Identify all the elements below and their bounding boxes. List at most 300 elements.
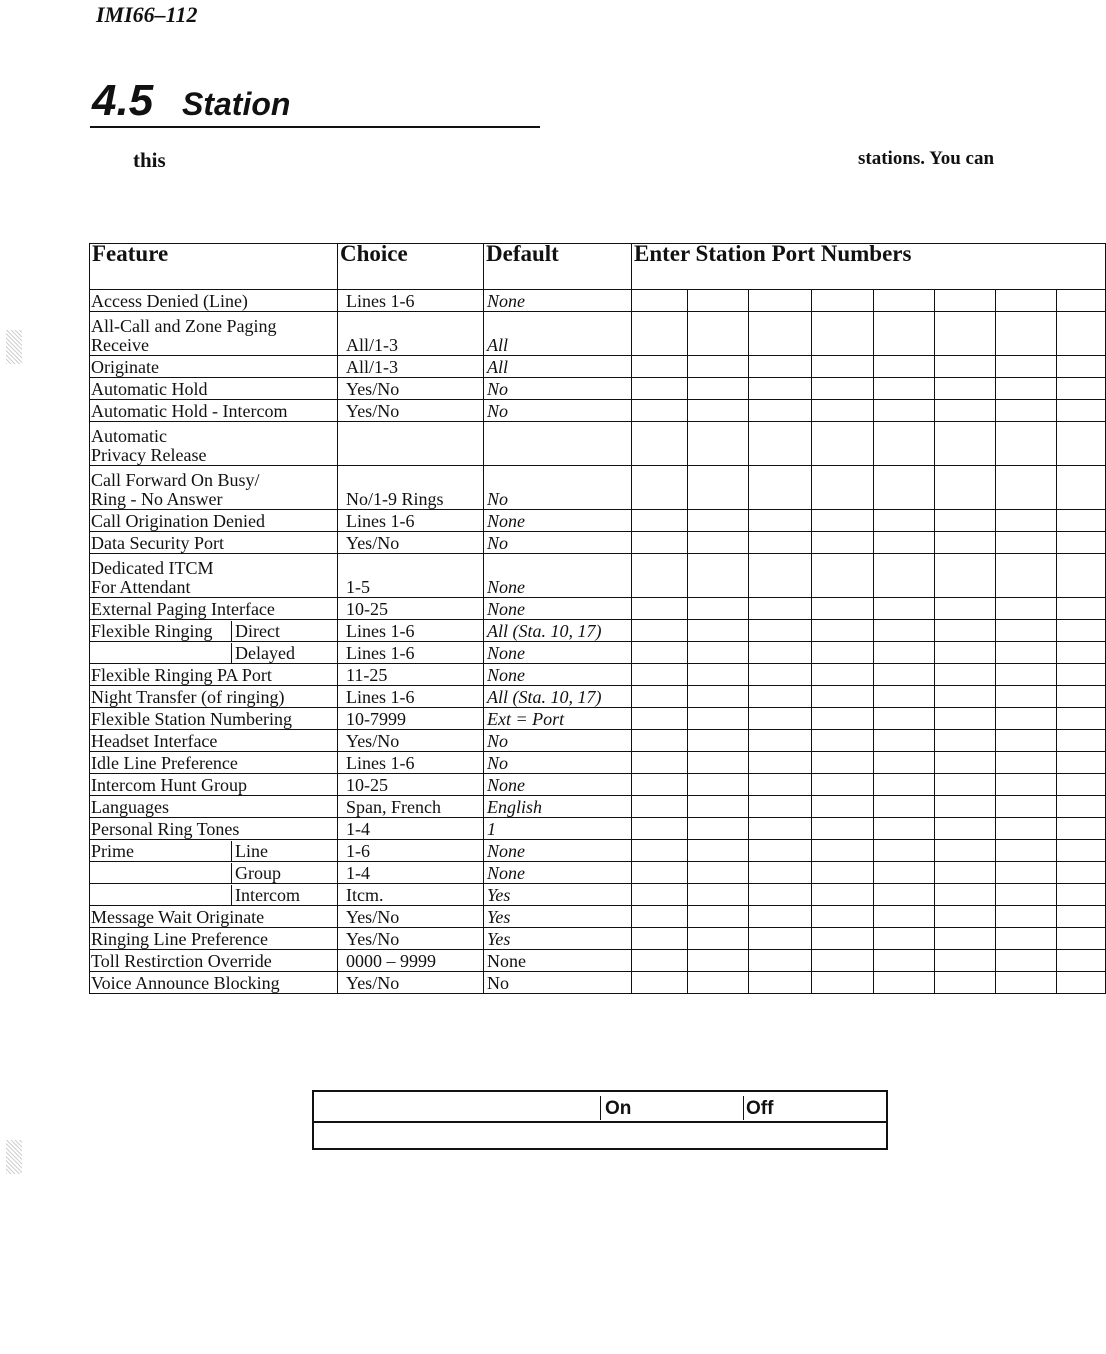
port-entry-cell[interactable] xyxy=(812,290,874,312)
port-entry-cell[interactable] xyxy=(1057,400,1106,422)
choice-cell: Lines 1-6 xyxy=(338,752,484,774)
port-entry-cell[interactable] xyxy=(632,400,688,422)
port-entry-cell[interactable] xyxy=(996,554,1057,598)
port-entry-cell[interactable] xyxy=(749,510,812,532)
port-entry-cell[interactable] xyxy=(812,598,874,620)
port-entry-cell[interactable] xyxy=(749,356,812,378)
port-entry-cell[interactable] xyxy=(996,818,1057,840)
port-entry-cell[interactable] xyxy=(996,510,1057,532)
port-entry-cell[interactable] xyxy=(996,620,1057,642)
port-entry-cell[interactable] xyxy=(632,554,688,598)
port-entry-cell[interactable] xyxy=(996,884,1057,906)
table-row xyxy=(90,290,1106,312)
port-entry-cell[interactable] xyxy=(1057,928,1106,950)
port-entry-cell[interactable] xyxy=(688,510,749,532)
port-entry-cell[interactable] xyxy=(688,906,749,928)
document-id: IMI66–112 xyxy=(96,2,198,27)
port-entry-cell[interactable] xyxy=(1057,708,1106,730)
port-entry-cell[interactable] xyxy=(812,730,874,752)
port-entry-cell[interactable] xyxy=(1057,378,1106,400)
port-entry-cell[interactable] xyxy=(688,378,749,400)
port-entry-cell[interactable] xyxy=(688,818,749,840)
feature-cell: Automatic Hold xyxy=(90,378,338,400)
on-off-box xyxy=(312,1090,888,1150)
default-cell: No xyxy=(484,972,632,994)
table-row xyxy=(90,400,1106,422)
port-entry-cell[interactable] xyxy=(749,400,812,422)
feature-cell: Voice Announce Blocking xyxy=(90,972,338,994)
port-entry-cell[interactable] xyxy=(812,510,874,532)
port-entry-cell[interactable] xyxy=(688,884,749,906)
port-entry-cell[interactable] xyxy=(1057,664,1106,686)
port-entry-cell[interactable] xyxy=(935,686,996,708)
port-entry-cell[interactable] xyxy=(749,752,812,774)
port-entry-cell[interactable] xyxy=(935,642,996,664)
port-entry-cell[interactable] xyxy=(688,598,749,620)
port-entry-cell[interactable] xyxy=(632,510,688,532)
choice-cell: Lines 1-6 xyxy=(338,642,484,664)
default-cell: All xyxy=(484,312,632,356)
port-entry-cell[interactable] xyxy=(749,554,812,598)
port-entry-cell[interactable] xyxy=(688,356,749,378)
header-ports: Enter Station Port Numbers xyxy=(632,244,1106,290)
port-entry-cell[interactable] xyxy=(935,620,996,642)
port-entry-cell[interactable] xyxy=(1057,862,1106,884)
port-entry-cell[interactable] xyxy=(749,774,812,796)
port-entry-cell[interactable] xyxy=(1057,532,1106,554)
port-entry-cell[interactable] xyxy=(935,312,996,356)
choice-cell: Yes/No xyxy=(338,378,484,400)
port-entry-cell[interactable] xyxy=(632,708,688,730)
feature-cell xyxy=(90,862,338,884)
table-row xyxy=(90,730,1106,752)
port-entry-cell[interactable] xyxy=(749,730,812,752)
port-entry-cell[interactable] xyxy=(1057,422,1106,466)
port-entry-cell[interactable] xyxy=(1057,730,1106,752)
port-entry-cell[interactable] xyxy=(1057,466,1106,510)
port-entry-cell[interactable] xyxy=(812,884,874,906)
port-entry-cell[interactable] xyxy=(688,422,749,466)
port-entry-cell[interactable] xyxy=(688,972,749,994)
port-entry-cell[interactable] xyxy=(749,840,812,862)
port-entry-cell[interactable] xyxy=(874,950,935,972)
port-entry-cell[interactable] xyxy=(632,598,688,620)
scan-speck xyxy=(6,330,22,364)
port-entry-cell[interactable] xyxy=(1057,620,1106,642)
feature-cell: Headset Interface xyxy=(90,730,338,752)
port-entry-cell[interactable] xyxy=(749,598,812,620)
choice-cell: Lines 1-6 xyxy=(338,620,484,642)
port-entry-cell[interactable] xyxy=(874,378,935,400)
port-entry-cell[interactable] xyxy=(812,708,874,730)
port-entry-cell[interactable] xyxy=(1057,840,1106,862)
port-entry-cell[interactable] xyxy=(632,906,688,928)
port-entry-cell[interactable] xyxy=(874,400,935,422)
port-entry-cell[interactable] xyxy=(749,378,812,400)
feature-cell xyxy=(90,554,338,598)
port-entry-cell[interactable] xyxy=(812,620,874,642)
intro-left-word: this xyxy=(133,148,166,172)
port-entry-cell[interactable] xyxy=(935,752,996,774)
port-entry-cell[interactable] xyxy=(812,840,874,862)
port-entry-cell[interactable] xyxy=(632,774,688,796)
port-entry-cell[interactable] xyxy=(935,862,996,884)
feature-cell: Automatic Hold - Intercom xyxy=(90,400,338,422)
port-entry-cell[interactable] xyxy=(874,862,935,884)
port-entry-cell[interactable] xyxy=(874,906,935,928)
port-entry-cell[interactable] xyxy=(935,708,996,730)
table-row xyxy=(90,422,1106,466)
port-entry-cell[interactable] xyxy=(812,972,874,994)
port-entry-cell[interactable] xyxy=(935,400,996,422)
default-cell: None xyxy=(484,510,632,532)
port-entry-cell[interactable] xyxy=(935,884,996,906)
port-entry-cell[interactable] xyxy=(996,532,1057,554)
port-entry-cell[interactable] xyxy=(1057,884,1106,906)
port-entry-cell[interactable] xyxy=(935,818,996,840)
port-entry-cell[interactable] xyxy=(1057,356,1106,378)
port-entry-cell[interactable] xyxy=(996,906,1057,928)
port-entry-cell[interactable] xyxy=(935,972,996,994)
port-entry-cell[interactable] xyxy=(688,708,749,730)
feature-cell xyxy=(90,466,338,510)
default-cell: None xyxy=(484,862,632,884)
port-entry-cell[interactable] xyxy=(812,378,874,400)
port-entry-cell[interactable] xyxy=(874,818,935,840)
port-entry-cell[interactable] xyxy=(935,290,996,312)
port-entry-cell[interactable] xyxy=(688,752,749,774)
port-entry-cell[interactable] xyxy=(688,796,749,818)
choice-cell: All/1-3 xyxy=(338,356,484,378)
port-entry-cell[interactable] xyxy=(1057,752,1106,774)
port-entry-cell[interactable] xyxy=(874,466,935,510)
port-entry-cell[interactable] xyxy=(874,730,935,752)
port-entry-cell[interactable] xyxy=(688,290,749,312)
port-entry-cell[interactable] xyxy=(688,664,749,686)
port-entry-cell[interactable] xyxy=(688,642,749,664)
port-entry-cell[interactable] xyxy=(935,840,996,862)
choice-cell: Yes/No xyxy=(338,532,484,554)
port-entry-cell[interactable] xyxy=(874,554,935,598)
port-entry-cell[interactable] xyxy=(1057,510,1106,532)
default-cell: None xyxy=(484,664,632,686)
port-entry-cell[interactable] xyxy=(1057,774,1106,796)
port-entry-cell[interactable] xyxy=(812,466,874,510)
port-entry-cell[interactable] xyxy=(812,906,874,928)
port-entry-cell[interactable] xyxy=(935,554,996,598)
port-entry-cell[interactable] xyxy=(935,664,996,686)
port-entry-cell[interactable] xyxy=(874,928,935,950)
port-entry-cell[interactable] xyxy=(874,598,935,620)
port-entry-cell[interactable] xyxy=(812,554,874,598)
port-entry-cell[interactable] xyxy=(749,950,812,972)
default-cell: Yes xyxy=(484,928,632,950)
port-entry-cell[interactable] xyxy=(632,532,688,554)
port-entry-cell[interactable] xyxy=(632,422,688,466)
port-entry-cell[interactable] xyxy=(996,312,1057,356)
section-title: Station xyxy=(182,86,291,122)
port-entry-cell[interactable] xyxy=(749,708,812,730)
port-entry-cell[interactable] xyxy=(688,686,749,708)
port-entry-cell[interactable] xyxy=(812,664,874,686)
port-entry-cell[interactable] xyxy=(749,664,812,686)
port-entry-cell[interactable] xyxy=(749,862,812,884)
port-entry-cell[interactable] xyxy=(812,532,874,554)
port-entry-cell[interactable] xyxy=(632,884,688,906)
port-entry-cell[interactable] xyxy=(812,862,874,884)
port-entry-cell[interactable] xyxy=(632,950,688,972)
port-entry-cell[interactable] xyxy=(874,884,935,906)
port-entry-cell[interactable] xyxy=(812,400,874,422)
default-cell: None xyxy=(484,840,632,862)
port-entry-cell[interactable] xyxy=(1057,686,1106,708)
port-entry-cell[interactable] xyxy=(749,290,812,312)
port-entry-cell[interactable] xyxy=(1057,598,1106,620)
port-entry-cell[interactable] xyxy=(688,312,749,356)
port-entry-cell[interactable] xyxy=(996,290,1057,312)
choice-cell: 0000 – 9999 xyxy=(338,950,484,972)
port-entry-cell[interactable] xyxy=(935,796,996,818)
feature-subtype: Direct xyxy=(231,621,280,641)
port-entry-cell[interactable] xyxy=(874,972,935,994)
port-entry-cell[interactable] xyxy=(632,862,688,884)
default-cell: All (Sta. 10, 17) xyxy=(484,620,632,642)
port-entry-cell[interactable] xyxy=(812,928,874,950)
port-entry-cell[interactable] xyxy=(632,796,688,818)
port-entry-cell[interactable] xyxy=(996,356,1057,378)
port-entry-cell[interactable] xyxy=(632,290,688,312)
port-entry-cell[interactable] xyxy=(749,796,812,818)
port-entry-cell[interactable] xyxy=(874,532,935,554)
port-entry-cell[interactable] xyxy=(1057,796,1106,818)
port-entry-cell[interactable] xyxy=(996,796,1057,818)
port-entry-cell[interactable] xyxy=(996,774,1057,796)
port-entry-cell[interactable] xyxy=(996,862,1057,884)
port-entry-cell[interactable] xyxy=(935,510,996,532)
default-cell: No xyxy=(484,752,632,774)
port-entry-cell[interactable] xyxy=(874,356,935,378)
port-entry-cell[interactable] xyxy=(935,906,996,928)
port-entry-cell[interactable] xyxy=(874,620,935,642)
port-entry-cell[interactable] xyxy=(688,840,749,862)
table-row xyxy=(90,686,1106,708)
port-entry-cell[interactable] xyxy=(812,686,874,708)
port-entry-cell[interactable] xyxy=(935,598,996,620)
port-entry-cell[interactable] xyxy=(996,664,1057,686)
feature-label: All-Call and Zone Paging xyxy=(91,316,277,336)
default-cell: No xyxy=(484,378,632,400)
port-entry-cell[interactable] xyxy=(688,928,749,950)
port-entry-cell[interactable] xyxy=(749,906,812,928)
choice-cell: Lines 1-6 xyxy=(338,686,484,708)
port-entry-cell[interactable] xyxy=(812,422,874,466)
port-entry-cell[interactable] xyxy=(812,818,874,840)
port-entry-cell[interactable] xyxy=(632,752,688,774)
port-entry-cell[interactable] xyxy=(688,400,749,422)
default-cell: None xyxy=(484,642,632,664)
port-entry-cell[interactable] xyxy=(749,532,812,554)
divider xyxy=(600,1096,601,1120)
port-entry-cell[interactable] xyxy=(874,664,935,686)
choice-cell: Yes/No xyxy=(338,400,484,422)
port-entry-cell[interactable] xyxy=(996,642,1057,664)
port-entry-cell[interactable] xyxy=(749,972,812,994)
choice-cell: Itcm. xyxy=(338,884,484,906)
table-row xyxy=(90,950,1106,972)
feature-label: Dedicated ITCM xyxy=(91,558,214,578)
scan-speck xyxy=(6,1140,22,1174)
port-entry-cell[interactable] xyxy=(874,510,935,532)
feature-cell: Intercom Hunt Group xyxy=(90,774,338,796)
choice-cell: 11-25 xyxy=(338,664,484,686)
port-entry-cell[interactable] xyxy=(996,950,1057,972)
port-entry-cell[interactable] xyxy=(996,928,1057,950)
port-entry-cell[interactable] xyxy=(749,686,812,708)
default-cell: Ext = Port xyxy=(484,708,632,730)
table-row xyxy=(90,642,1106,664)
port-entry-cell[interactable] xyxy=(874,312,935,356)
port-entry-cell[interactable] xyxy=(996,840,1057,862)
port-entry-cell[interactable] xyxy=(749,466,812,510)
port-entry-cell[interactable] xyxy=(874,422,935,466)
port-entry-cell[interactable] xyxy=(749,928,812,950)
port-entry-cell[interactable] xyxy=(632,378,688,400)
port-entry-cell[interactable] xyxy=(935,730,996,752)
port-entry-cell[interactable] xyxy=(935,950,996,972)
port-entry-cell[interactable] xyxy=(996,686,1057,708)
station-feature-table xyxy=(89,243,1106,994)
port-entry-cell[interactable] xyxy=(935,466,996,510)
port-entry-cell[interactable] xyxy=(632,620,688,642)
port-entry-cell[interactable] xyxy=(996,400,1057,422)
port-entry-cell[interactable] xyxy=(874,752,935,774)
port-entry-cell[interactable] xyxy=(874,840,935,862)
table-row xyxy=(90,840,1106,862)
port-entry-cell[interactable] xyxy=(688,774,749,796)
port-entry-cell[interactable] xyxy=(632,686,688,708)
port-entry-cell[interactable] xyxy=(935,378,996,400)
feature-cell: Night Transfer (of ringing) xyxy=(90,686,338,708)
port-entry-cell[interactable] xyxy=(935,422,996,466)
port-entry-cell[interactable] xyxy=(812,950,874,972)
port-entry-cell[interactable] xyxy=(935,532,996,554)
port-entry-cell[interactable] xyxy=(874,796,935,818)
port-entry-cell[interactable] xyxy=(749,422,812,466)
table-row xyxy=(90,752,1106,774)
table-row xyxy=(90,378,1106,400)
port-entry-cell[interactable] xyxy=(1057,906,1106,928)
port-entry-cell[interactable] xyxy=(812,752,874,774)
port-entry-cell[interactable] xyxy=(632,664,688,686)
on-label: On xyxy=(605,1098,632,1119)
table-row xyxy=(90,466,1106,510)
port-entry-cell[interactable] xyxy=(632,356,688,378)
choice-cell: 10-25 xyxy=(338,598,484,620)
choice-cell: 1-5 xyxy=(338,554,484,598)
port-entry-cell[interactable] xyxy=(688,532,749,554)
port-entry-cell[interactable] xyxy=(996,708,1057,730)
port-entry-cell[interactable] xyxy=(1057,642,1106,664)
port-entry-cell[interactable] xyxy=(935,356,996,378)
divider xyxy=(743,1096,744,1120)
port-entry-cell[interactable] xyxy=(996,466,1057,510)
port-entry-cell[interactable] xyxy=(749,884,812,906)
port-entry-cell[interactable] xyxy=(996,422,1057,466)
port-entry-cell[interactable] xyxy=(1057,554,1106,598)
port-entry-cell[interactable] xyxy=(632,312,688,356)
port-entry-cell[interactable] xyxy=(1057,312,1106,356)
port-entry-cell[interactable] xyxy=(812,774,874,796)
port-entry-cell[interactable] xyxy=(632,642,688,664)
port-entry-cell[interactable] xyxy=(874,642,935,664)
feature-label: Flexible Ringing xyxy=(91,621,213,641)
table-row xyxy=(90,312,1106,356)
feature-cell xyxy=(90,422,338,466)
port-entry-cell[interactable] xyxy=(688,554,749,598)
port-entry-cell[interactable] xyxy=(632,972,688,994)
port-entry-cell[interactable] xyxy=(874,290,935,312)
port-entry-cell[interactable] xyxy=(996,378,1057,400)
choice-cell: Yes/No xyxy=(338,906,484,928)
port-entry-cell[interactable] xyxy=(749,818,812,840)
port-entry-cell[interactable] xyxy=(996,752,1057,774)
feature-cell xyxy=(90,312,338,356)
entry-row[interactable] xyxy=(314,1121,886,1123)
port-entry-cell[interactable] xyxy=(688,466,749,510)
feature-label: Prime xyxy=(91,841,134,861)
port-entry-cell[interactable] xyxy=(749,312,812,356)
port-entry-cell[interactable] xyxy=(1057,972,1106,994)
table-row xyxy=(90,796,1106,818)
port-entry-cell[interactable] xyxy=(688,730,749,752)
feature-cell: Flexible Ringing PA Port xyxy=(90,664,338,686)
port-entry-cell[interactable] xyxy=(996,598,1057,620)
port-entry-cell[interactable] xyxy=(874,686,935,708)
port-entry-cell[interactable] xyxy=(632,818,688,840)
port-entry-cell[interactable] xyxy=(1057,950,1106,972)
port-entry-cell[interactable] xyxy=(1057,818,1106,840)
table-row xyxy=(90,818,1106,840)
port-entry-cell[interactable] xyxy=(996,730,1057,752)
port-entry-cell[interactable] xyxy=(812,356,874,378)
port-entry-cell[interactable] xyxy=(935,774,996,796)
port-entry-cell[interactable] xyxy=(632,840,688,862)
port-entry-cell[interactable] xyxy=(688,620,749,642)
port-entry-cell[interactable] xyxy=(632,928,688,950)
port-entry-cell[interactable] xyxy=(688,862,749,884)
port-entry-cell[interactable] xyxy=(935,928,996,950)
port-entry-cell[interactable] xyxy=(688,950,749,972)
port-entry-cell[interactable] xyxy=(874,708,935,730)
port-entry-cell[interactable] xyxy=(812,312,874,356)
choice-cell: No/1-9 Rings xyxy=(338,466,484,510)
feature-cell xyxy=(90,884,338,906)
port-entry-cell[interactable] xyxy=(812,796,874,818)
port-entry-cell[interactable] xyxy=(874,774,935,796)
port-entry-cell[interactable] xyxy=(1057,290,1106,312)
choice-cell: Span, French xyxy=(338,796,484,818)
default-cell: English xyxy=(484,796,632,818)
off-label: Off xyxy=(746,1098,774,1119)
port-entry-cell[interactable] xyxy=(632,730,688,752)
port-entry-cell[interactable] xyxy=(812,642,874,664)
feature-label: Automatic xyxy=(91,426,167,446)
port-entry-cell[interactable] xyxy=(996,972,1057,994)
port-entry-cell[interactable] xyxy=(749,620,812,642)
port-entry-cell[interactable] xyxy=(749,642,812,664)
default-cell: None xyxy=(484,554,632,598)
port-entry-cell[interactable] xyxy=(632,466,688,510)
